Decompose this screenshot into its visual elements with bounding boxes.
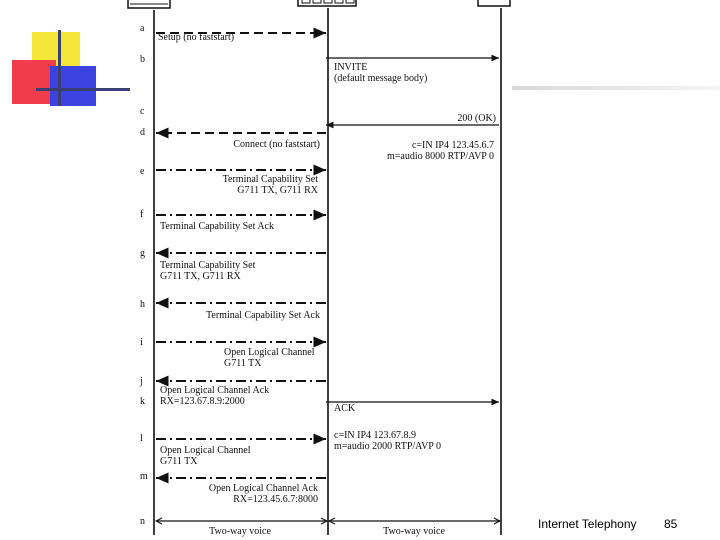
message-tcs2 xyxy=(156,253,326,282)
message-tcs1 xyxy=(156,170,326,196)
message-label-tcsack2: Terminal Capability Set Ack xyxy=(206,310,320,321)
sdp-ack xyxy=(334,430,441,452)
footer-title: Internet Telephony xyxy=(538,517,637,531)
message-label-tcs1: G711 TX, G711 RX xyxy=(237,185,318,196)
message-invite xyxy=(326,58,499,84)
row-letter-i: i xyxy=(140,337,143,348)
message-label-olcack2: RX=123.45.6.7:8000 xyxy=(233,494,318,505)
message-olc2 xyxy=(156,439,326,467)
row-letter-c: c xyxy=(140,106,145,117)
message-ack xyxy=(326,402,499,414)
message-tcsack2 xyxy=(156,303,326,321)
row-letter-m: m xyxy=(140,471,148,482)
message-label-invite: (default message body) xyxy=(334,73,428,84)
sdp-200ok xyxy=(387,140,494,162)
message-label-olcack1: RX=123.67.8.9:2000 xyxy=(160,396,245,407)
message-label-tcs2: G711 TX, G711 RX xyxy=(160,271,241,282)
row-letter-h: h xyxy=(140,299,145,310)
message-label-olc2: Open Logical Channel xyxy=(160,445,251,456)
row-letter-f: f xyxy=(140,209,144,220)
voice-label: Two-way voice xyxy=(209,526,271,537)
sdp-line: c=IN IP4 123.67.8.9 xyxy=(334,430,417,441)
sdp-line: m=audio 8000 RTP/AVP 0 xyxy=(387,151,494,162)
voice-left xyxy=(156,518,327,537)
message-olc1 xyxy=(156,342,326,369)
message-label-ack: ACK xyxy=(334,403,356,414)
row-letter-e: e xyxy=(140,166,145,177)
row-letter-j: j xyxy=(140,376,143,387)
message-label-ok200: 200 (OK) xyxy=(457,113,496,124)
entity-left-box xyxy=(128,0,170,8)
message-connect xyxy=(156,133,326,150)
message-ok200 xyxy=(326,113,499,125)
sdp-line: c=IN IP4 123.45.6.7 xyxy=(411,140,494,151)
message-label-olcack2: Open Logical Channel Ack xyxy=(208,483,318,494)
sdp-line: m=audio 2000 RTP/AVP 0 xyxy=(334,441,441,452)
row-letter-g: g xyxy=(140,248,145,259)
message-setup xyxy=(156,32,326,43)
message-label-olcack1: Open Logical Channel Ack xyxy=(160,385,270,396)
voice-label: Two-way voice xyxy=(383,526,445,537)
entity-middle-box xyxy=(298,0,356,6)
message-tcsack1 xyxy=(156,215,326,232)
voice-right xyxy=(329,518,500,537)
message-label-connect: Connect (no faststart) xyxy=(233,139,320,150)
row-letter-a: a xyxy=(140,23,145,34)
message-label-tcs2: Terminal Capability Set xyxy=(160,260,256,271)
message-label-tcs1: Terminal Capability Set xyxy=(222,174,318,185)
message-olcack1 xyxy=(156,381,326,407)
message-label-olc1: G711 TX xyxy=(224,358,262,369)
message-label-olc1: Open Logical Channel xyxy=(224,347,315,358)
message-label-invite: INVITE xyxy=(334,62,368,73)
row-letter-b: b xyxy=(140,54,145,65)
row-letter-d: d xyxy=(140,127,145,138)
message-olcack2 xyxy=(156,478,326,505)
message-label-olc2: G711 TX xyxy=(160,456,198,467)
message-label-setup: Setup (no faststart) xyxy=(158,32,235,43)
message-label-tcsack1: Terminal Capability Set Ack xyxy=(160,221,274,232)
page-number: 85 xyxy=(664,517,678,531)
row-letter-n: n xyxy=(140,516,145,527)
row-letter-l: l xyxy=(140,433,143,444)
entity-right-box xyxy=(478,0,510,6)
row-letter-k: k xyxy=(140,396,145,407)
